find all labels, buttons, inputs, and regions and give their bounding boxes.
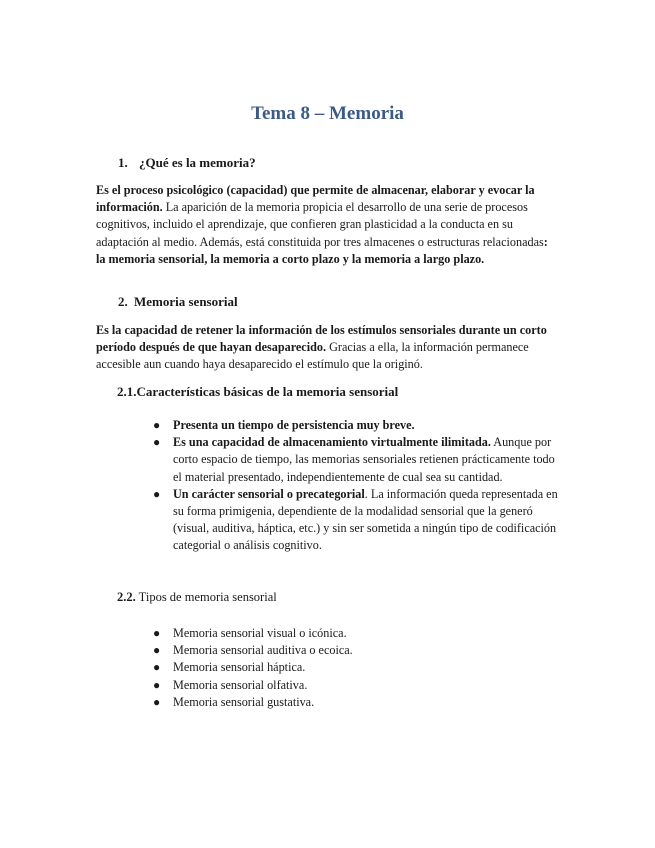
list-item-text: Memoria sensorial olfativa. bbox=[173, 677, 308, 692]
list-item-text: Memoria sensorial visual o icónica. bbox=[173, 626, 347, 640]
section-2-lead: Es la capacidad de retener la información de los estímulos sensoriales durante un corto período después de que hayan desaparecido. bbox=[96, 323, 547, 355]
characteristics-list bbox=[150, 417, 562, 555]
section-2-text: Gracias a ella, la información permanece accesible aun cuando haya desaparecido el estímulo que la originó. bbox=[96, 340, 529, 372]
page-title: Tema 8 – Memoria bbox=[251, 103, 404, 124]
list-item-text: Memoria sensorial gustativa. bbox=[173, 694, 315, 709]
section-2-number: 2. bbox=[118, 294, 128, 309]
list-item-bold: Presenta un tiempo de persistencia muy breve. bbox=[173, 418, 415, 432]
list-item-text: Memoria sensorial háptica. bbox=[173, 660, 306, 675]
types-list bbox=[150, 625, 562, 711]
list-item-text: . La información queda representada en su forma primigenia, dependiente de la modalidad sensorial que la generó (visual, auditiva, háptica, etc.) y sin ser sometida a ningún tipo de codificación categorial o análisis cognitivo. bbox=[173, 486, 558, 553]
list-item-bold: Un carácter sensorial o precategorial bbox=[173, 486, 365, 501]
bullet-icon: ● bbox=[153, 694, 161, 709]
list-item-text: Aunque por corto espacio de tiempo, las memorias sensoriales retienen prácticamente todo el material presentado, independientemente de cual sea su cantidad. bbox=[173, 435, 555, 484]
bullet-icon: ● bbox=[153, 435, 161, 450]
list-item bbox=[150, 642, 562, 659]
section-1-tail: : la memoria sensorial, la memoria a corto plazo y la memoria a largo plazo. bbox=[96, 234, 548, 266]
section-2-heading bbox=[118, 294, 238, 310]
list-item bbox=[150, 625, 562, 642]
section-1-number: 1. bbox=[118, 155, 128, 170]
section-2-1-title: Características básicas de la memoria sensorial bbox=[136, 384, 399, 399]
list-item-text: Memoria sensorial auditiva o ecoica. bbox=[173, 643, 353, 658]
list-item bbox=[150, 434, 562, 486]
list-item bbox=[150, 659, 562, 676]
section-2-2-title: Tipos de memoria sensorial bbox=[135, 590, 277, 604]
bullet-icon: ● bbox=[153, 660, 161, 675]
section-1-paragraph bbox=[96, 182, 558, 268]
list-item bbox=[150, 417, 562, 434]
bullet-icon: ● bbox=[153, 643, 161, 658]
section-2-1-number: 2.1. bbox=[117, 384, 137, 399]
section-2-paragraph bbox=[96, 322, 558, 374]
section-1-text: La aparición de la memoria propicia el desarrollo de una serie de procesos cognitivos, incluido el aprendizaje, que confieren gran plasticidad a la conducta en su adaptación al medio. Además, está constituida por tres almacenes o estructuras relacionadas bbox=[96, 200, 544, 249]
list-item-bold: Es una capacidad de almacenamiento virtualmente ilimitada. bbox=[173, 435, 491, 450]
section-2-2-number: 2.2. bbox=[117, 590, 136, 604]
section-1-heading bbox=[118, 155, 256, 171]
list-item bbox=[150, 677, 562, 694]
bullet-icon: ● bbox=[153, 418, 161, 432]
section-1-lead: Es el proceso psicológico (capacidad) que permite de almacenar, elaborar y evocar la información. bbox=[96, 183, 535, 215]
section-2-2-heading bbox=[117, 590, 277, 605]
bullet-icon: ● bbox=[153, 677, 161, 692]
bullet-icon: ● bbox=[153, 626, 161, 640]
section-2-title: Memoria sensorial bbox=[134, 294, 238, 309]
list-item bbox=[150, 486, 562, 555]
list-item bbox=[150, 694, 562, 711]
section-1-title: ¿Qué es la memoria? bbox=[139, 155, 256, 170]
bullet-icon: ● bbox=[153, 486, 161, 501]
section-2-1-heading bbox=[117, 384, 398, 400]
